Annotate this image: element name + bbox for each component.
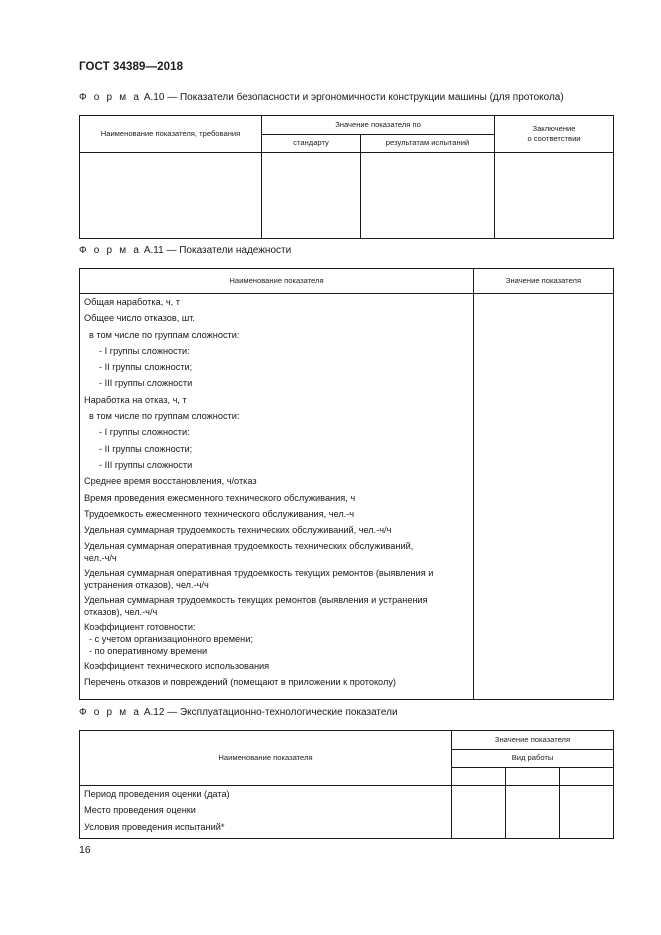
form-a11-value-cell	[474, 294, 614, 700]
form-a12-caption-prefix: Ф о р м а	[79, 707, 142, 718]
form-a10-col-standard: стандарту	[262, 135, 361, 153]
document-standard-title: ГОСТ 34389—2018	[79, 61, 184, 73]
list-item: - III группы сложности	[99, 459, 193, 470]
form-a10-empty-cell	[80, 153, 262, 239]
form-a12-value-cell	[560, 786, 614, 839]
list-item: Условия проведения испытаний*	[84, 821, 225, 832]
form-a12-table	[79, 730, 614, 839]
list-item-line: - по оперативному времени	[89, 646, 208, 657]
form-a10-col-value-group: Значение показателя по	[262, 116, 495, 135]
form-a12-caption	[79, 707, 398, 718]
form-a10-col-conclusion-line2: о соответствии	[527, 134, 581, 143]
form-a10-caption	[79, 92, 564, 103]
list-item: Период проведения оценки (дата)	[84, 789, 230, 799]
list-item-line: Удельная суммарная трудоемкость текущих ремонтов (выявления и устранения	[84, 595, 428, 606]
list-item-line: Удельная суммарная оперативная трудоемкость технических обслуживаний,	[84, 541, 414, 552]
list-item: в том числе по группам сложности:	[89, 411, 240, 422]
form-a11-col-value: Значение показателя	[474, 269, 614, 294]
list-item: Общая наработка, ч, т	[84, 297, 180, 307]
list-item	[84, 568, 469, 595]
list-item: - II группы сложности;	[99, 362, 193, 373]
form-a11-caption-text: А.11 — Показатели надежности	[141, 245, 292, 256]
form-a12-work-type-cell	[506, 768, 560, 786]
list-item-line: Удельная суммарная оперативная трудоемкость текущих ремонтов (выявления и	[84, 568, 434, 579]
form-a11-caption	[79, 245, 291, 256]
list-item-line: - с учетом организационного времени;	[89, 634, 253, 645]
list-item: Удельная суммарная трудоемкость технических обслуживаний, чел.-ч/ч	[84, 525, 392, 536]
form-a10-col-conclusion-line1: Заключение	[532, 123, 576, 133]
form-a10-empty-cell	[361, 153, 495, 239]
list-item: Время проведения ежесменного технического обслуживания, ч	[84, 492, 356, 503]
list-item-line: Коэффициент готовности:	[84, 622, 196, 633]
list-item	[84, 622, 469, 661]
form-a12-work-type-cell	[560, 768, 614, 786]
list-item-line: устранения отказов), чел.-ч/ч	[84, 580, 209, 591]
form-a12-work-type-cell	[452, 768, 506, 786]
form-a10-caption-prefix: Ф о р м а	[79, 92, 142, 103]
list-item	[84, 595, 469, 622]
list-item: в том числе по группам сложности:	[89, 329, 240, 340]
list-item: - II группы сложности;	[99, 443, 193, 454]
form-a10-col-results: результатам испытаний	[361, 135, 495, 153]
form-a12-value-cell	[452, 786, 506, 839]
list-item: Общее число отказов, шт.	[84, 313, 195, 324]
page-number: 16	[79, 844, 91, 856]
form-a12-indicator-list	[80, 786, 452, 839]
form-a10-empty-cell	[495, 153, 614, 239]
form-a12-col-name: Наименование показателя	[80, 731, 452, 786]
list-item	[84, 541, 469, 568]
list-item-line: отказов), чел.-ч/ч	[84, 607, 158, 618]
form-a10-col-name: Наименование показателя, требования	[80, 116, 262, 153]
form-a10-caption-text: А.10 — Показатели безопасности и эргономичности конструкции машины (для протокола)	[141, 92, 564, 103]
form-a12-caption-text: А.12 — Эксплуатационно-технологические показатели	[141, 707, 398, 718]
list-item: - III группы сложности	[99, 378, 193, 389]
list-item: Среднее время восстановления, ч/отказ	[84, 476, 257, 487]
form-a10-table	[79, 115, 614, 239]
list-item: Трудоемкость ежесменного технического обслуживания, чел.-ч	[84, 508, 355, 519]
list-item: Коэффициент технического использования	[84, 661, 270, 672]
list-item: Перечень отказов и повреждений (помещают в приложении к протоколу)	[84, 677, 396, 688]
list-item: Наработка на отказ, ч, т	[84, 394, 187, 405]
form-a12-col-value: Значение показателя	[452, 731, 614, 750]
form-a11-caption-prefix: Ф о р м а	[79, 245, 142, 256]
list-item: Место проведения оценки	[84, 805, 196, 816]
form-a10-empty-cell	[262, 153, 361, 239]
list-item: - I группы сложности:	[99, 427, 190, 438]
form-a10-col-conclusion	[495, 116, 614, 153]
form-a11-table	[79, 268, 614, 700]
list-item-line: чел.-ч/ч	[84, 553, 117, 564]
form-a12-value-cell	[506, 786, 560, 839]
form-a12-col-work-type: Вид работы	[452, 750, 614, 768]
list-item: - I группы сложности:	[99, 345, 190, 356]
form-a11-indicator-list	[80, 294, 474, 700]
form-a11-col-name: Наименование показателя	[80, 269, 474, 294]
